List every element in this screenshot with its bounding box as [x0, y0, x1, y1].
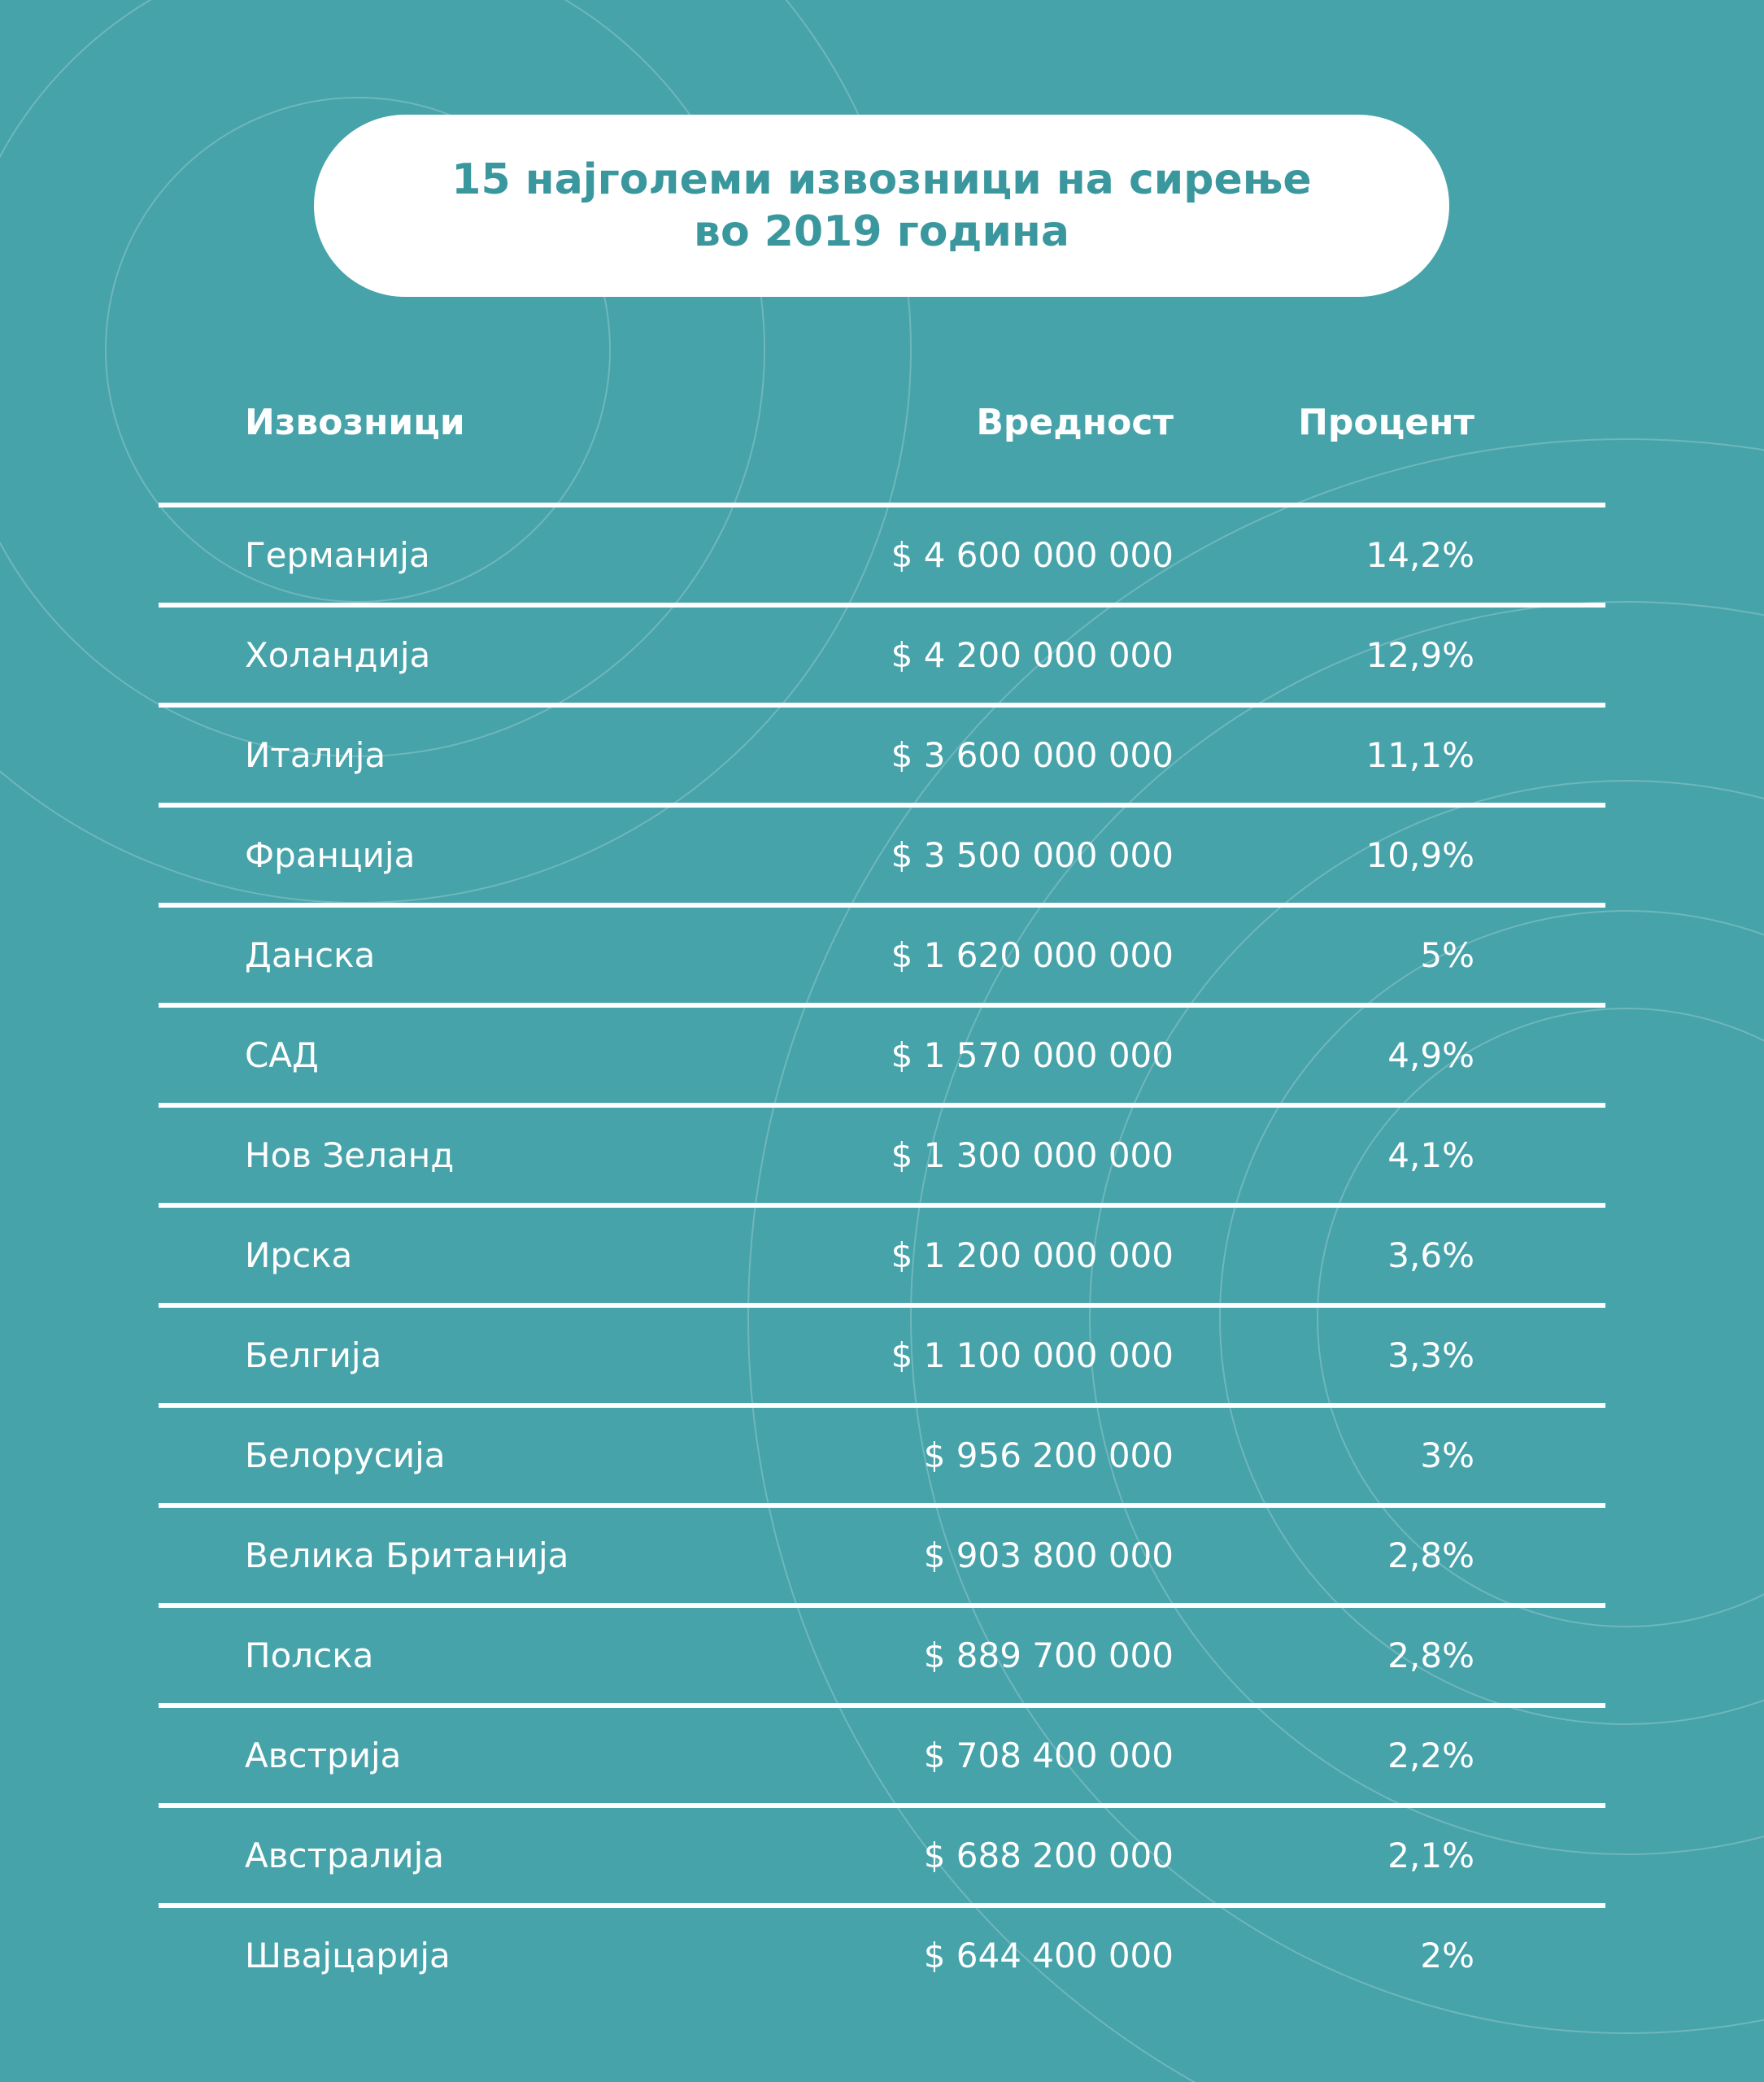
percent-cell: 5% [1420, 935, 1474, 975]
country-cell: Франција [245, 835, 416, 875]
value-cell: $ 4 600 000 000 [891, 535, 1174, 575]
country-cell: Австралија [245, 1836, 444, 1875]
percent-cell: 10,9% [1365, 835, 1474, 875]
percent-cell: 4,9% [1387, 1035, 1474, 1075]
title-line-2: во 2019 година [694, 207, 1069, 256]
table-row [159, 1103, 1605, 1203]
header-value: Вредност [976, 402, 1174, 443]
country-cell: Швајцарија [245, 1936, 451, 1975]
table-row [159, 903, 1605, 1003]
table-row [159, 1603, 1605, 1703]
value-cell: $ 688 200 000 [923, 1836, 1174, 1875]
table-row [159, 1703, 1605, 1803]
percent-cell: 12,9% [1365, 635, 1474, 675]
value-cell: $ 903 800 000 [923, 1535, 1174, 1575]
country-cell: Австрија [245, 1736, 402, 1775]
country-cell: Полска [245, 1636, 374, 1675]
value-cell: $ 1 300 000 000 [891, 1135, 1174, 1175]
title-pill [314, 115, 1449, 297]
table-row [159, 1903, 1605, 2003]
percent-cell: 2% [1420, 1936, 1474, 1975]
percent-cell: 2,8% [1387, 1636, 1474, 1675]
country-cell: Ирска [245, 1235, 353, 1275]
header-percent: Процент [1298, 402, 1474, 443]
country-cell: Холандија [245, 635, 431, 675]
country-cell: Нов Зеланд [245, 1135, 455, 1175]
country-cell: Германија [245, 535, 430, 575]
value-cell: $ 1 620 000 000 [891, 935, 1174, 975]
table-row [159, 1503, 1605, 1603]
country-cell: Данска [245, 935, 376, 975]
header-country: Извозници [245, 402, 465, 443]
value-cell: $ 889 700 000 [923, 1636, 1174, 1675]
percent-cell: 11,1% [1365, 735, 1474, 775]
percent-cell: 3% [1420, 1435, 1474, 1475]
percent-cell: 3,6% [1387, 1235, 1474, 1275]
value-cell: $ 956 200 000 [923, 1435, 1174, 1475]
percent-cell: 3,3% [1387, 1335, 1474, 1375]
value-cell: $ 1 200 000 000 [891, 1235, 1174, 1275]
country-cell: Белорусија [245, 1435, 446, 1475]
value-cell: $ 4 200 000 000 [891, 635, 1174, 675]
table-row [159, 703, 1605, 803]
percent-cell: 2,1% [1387, 1836, 1474, 1875]
value-cell: $ 3 500 000 000 [891, 835, 1174, 875]
title-line-1: 15 најголеми извозници на сирење [451, 155, 1312, 204]
value-cell: $ 3 600 000 000 [891, 735, 1174, 775]
table-row [159, 603, 1605, 703]
percent-cell: 2,8% [1387, 1535, 1474, 1575]
table-row [159, 1403, 1605, 1503]
value-cell: $ 708 400 000 [923, 1736, 1174, 1775]
table-row [159, 1003, 1605, 1103]
country-cell: Велика Британија [245, 1535, 569, 1575]
value-cell: $ 644 400 000 [923, 1936, 1174, 1975]
percent-cell: 14,2% [1365, 535, 1474, 575]
table-row [159, 1303, 1605, 1403]
country-cell: САД [245, 1035, 319, 1075]
table-row [159, 1803, 1605, 1903]
value-cell: $ 1 570 000 000 [891, 1035, 1174, 1075]
table-row [159, 1203, 1605, 1303]
country-cell: Белгија [245, 1335, 382, 1375]
country-cell: Италија [245, 735, 386, 775]
percent-cell: 2,2% [1387, 1736, 1474, 1775]
table-row [159, 803, 1605, 903]
exporters-table [159, 503, 1605, 2003]
value-cell: $ 1 100 000 000 [891, 1335, 1174, 1375]
percent-cell: 4,1% [1387, 1135, 1474, 1175]
table-row [159, 503, 1605, 603]
